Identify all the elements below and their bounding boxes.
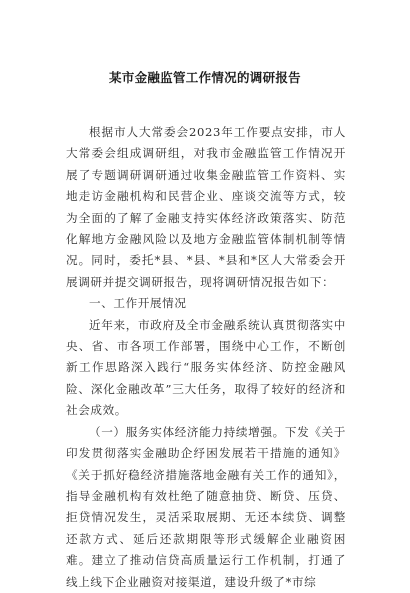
intro-paragraph: 根据市人大常委会2023年工作要点安排，市人大常委会组成调研组，对我市金融监管工作情况开展了专题调研调研通过收集金融监管工作资料、实地走访金融机构和民营企业、座谈交流等方式，较为全面的了解了金融支持实体经济政策落实、防范化解地方金融风险以及地方金融监管体制机制等情况。同时，委托*县、*县、*县和*区人大常委会开展调研并提交调研报告，现将调研情况报告如下：	[66, 125, 346, 289]
document-title: 某市金融监管工作情况的调研报告	[108, 70, 301, 85]
document-body	[66, 122, 346, 593]
section-heading: 一、工作开展情况	[89, 296, 187, 311]
subsection-paragraph: （一）服务实体经济能力持续增强。下发《关于印发贯彻落实金融助企纾困发展若干措施的通知》《关于抓好稳经济措施落地金融有关工作的通知》，指导金融机构有效杜绝了随意抽贷、断贷、压贷、拒贷情况发生，灵活采取展期、无还本续贷、调整还款方式、延后还款期限等形式缓解企业融资困难。建立了推动信贷高质量运行工作机制，打通了线上线下企业融资对接渠道，建设升级了*市综	[66, 424, 346, 589]
overview-paragraph: 近年来，市政府及全市金融系统认真贯彻落实中央、省、市各项工作部署，围绕中心工作，不断创新工作思路深入践行“服务实体经济、防控金融风险、深化金融改革”三大任务，取得了较好的经济和社会成效。	[66, 317, 346, 418]
